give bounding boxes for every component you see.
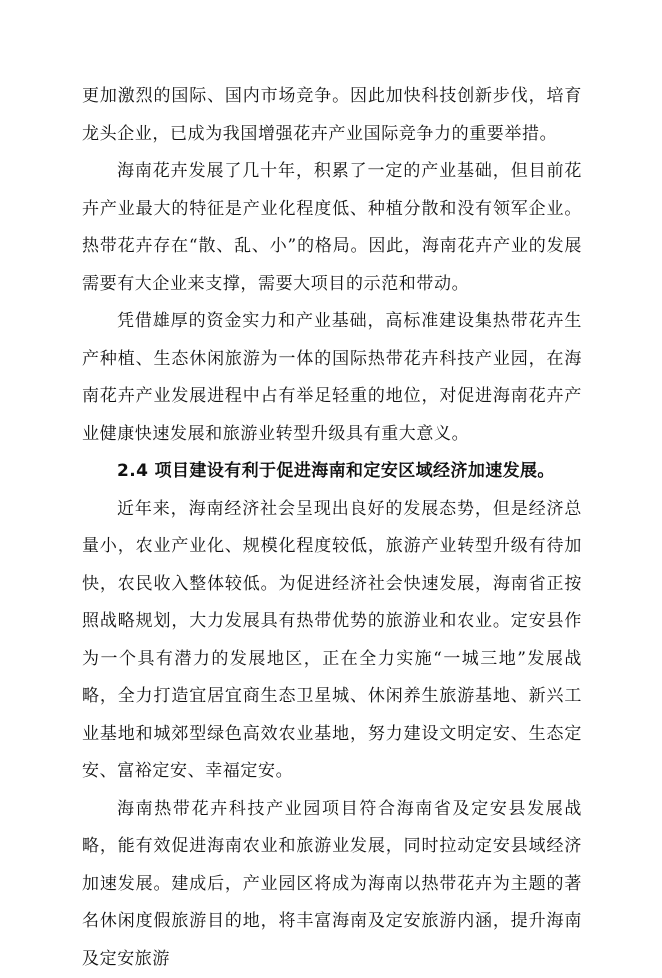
paragraph-project-strategy: 海南热带花卉科技产业园项目符合海南省及定安县发展战略，能有效促进海南农业和旅游业发展，同时拉动定安县域经济加速发展。建成后，产业园区将成为海南以热带花卉为主题的著名休闲度假旅游目的地，将丰富海南及定安旅游内涵，提升海南及定安旅游 — [82, 791, 582, 978]
paragraph-hainan-flower-industry: 海南花卉发展了几十年，积累了一定的产业基础，但目前花卉产业最大的特征是产业化程度低、种植分散和没有领军企业。热带花卉存在“散、乱、小”的格局。因此，海南花卉产业的发展需要有大企业来支撑，需要大项目的示范和带动。 — [82, 153, 582, 303]
section-heading-2-4: 2.4 项目建设有利于促进海南和定安区域经济加速发展。 — [82, 453, 582, 491]
paragraph-continuation: 更加激烈的国际、国内市场竞争。因此加快科技创新步伐，培育龙头企业，已成为我国增强花卉产业国际竞争力的重要举措。 — [82, 78, 582, 153]
paragraph-recent-years: 近年来，海南经济社会呈现出良好的发展态势，但是经济总量小，农业产业化、规模化程度较低，旅游产业转型升级有待加快，农民收入整体较低。为促进经济社会快速发展，海南省正按照战略规划，大力发展具有热带优势的旅游业和农业。定安县作为一个具有潜力的发展地区，正在全力实施“一城三地”发展战略，全力打造宜居宜商生态卫星城、休闲养生旅游基地、新兴工业基地和城郊型绿色高效农业基地，努力建设文明定安、生态定安、富裕定安、幸福定安。 — [82, 491, 582, 791]
paragraph-capital-strength: 凭借雄厚的资金实力和产业基础，高标准建设集热带花卉生产种植、生态休闲旅游为一体的国际热带花卉科技产业园，在海南花卉产业发展进程中占有举足轻重的地位，对促进海南花卉产业健康快速发展和旅游业转型升级具有重大意义。 — [82, 303, 582, 453]
document-body — [82, 78, 582, 978]
